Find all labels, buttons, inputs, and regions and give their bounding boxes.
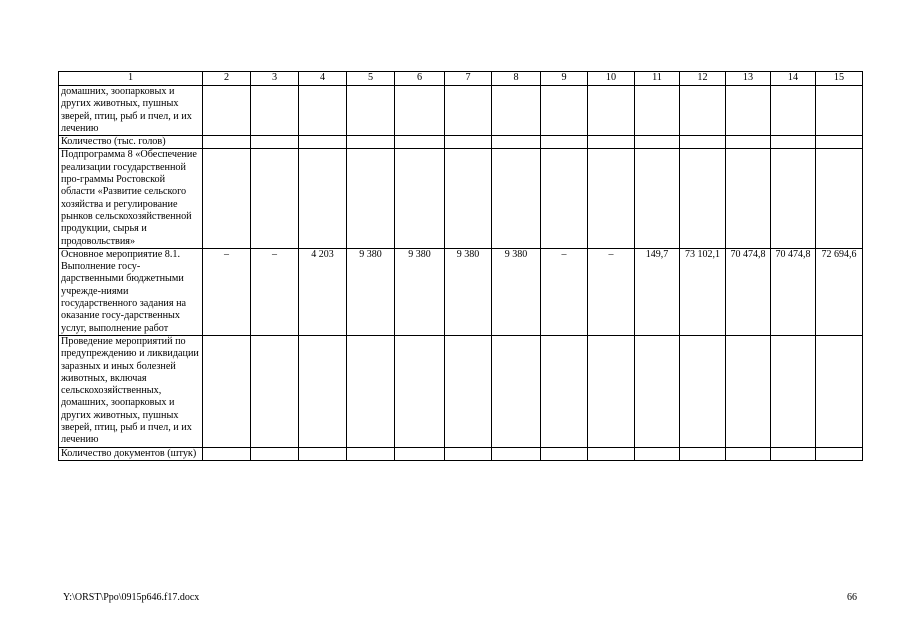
value-cell <box>203 447 251 460</box>
table-row <box>59 335 863 447</box>
header-cell: 3 <box>251 72 299 86</box>
value-cell <box>492 149 541 248</box>
value-cell <box>726 149 771 248</box>
value-cell <box>347 149 395 248</box>
value-cell <box>251 149 299 248</box>
value-cell <box>771 149 816 248</box>
value-cell: – <box>588 248 635 335</box>
row-label-cell: Подпрограмма 8 «Обеспечение реализации государственной про-граммы Ростовской области «Развитие сельского хозяйства и регулирование рынков сельскохозяйственной продукции, сырья и продовольствия» <box>59 149 203 248</box>
value-cell <box>726 335 771 447</box>
table-row <box>59 86 863 136</box>
header-cell: 5 <box>347 72 395 86</box>
value-cell <box>541 149 588 248</box>
row-label-cell: домашних, зоопарковых и других животных, пушных зверей, птиц, рыб и пчел, и их лечению <box>59 86 203 136</box>
value-cell <box>251 335 299 447</box>
value-cell <box>347 335 395 447</box>
value-cell <box>203 136 251 149</box>
table-body <box>59 86 863 461</box>
value-cell <box>299 149 347 248</box>
value-cell <box>541 86 588 136</box>
value-cell <box>771 86 816 136</box>
table-row <box>59 248 863 335</box>
header-cell: 9 <box>541 72 588 86</box>
page-number: 66 <box>847 592 857 603</box>
value-cell <box>347 86 395 136</box>
header-cell: 14 <box>771 72 816 86</box>
value-cell <box>816 86 863 136</box>
header-cell: 1 <box>59 72 203 86</box>
value-cell <box>347 447 395 460</box>
data-table <box>58 71 863 461</box>
value-cell <box>588 136 635 149</box>
value-cell <box>251 86 299 136</box>
header-cell: 6 <box>395 72 445 86</box>
value-cell <box>588 447 635 460</box>
value-cell <box>588 335 635 447</box>
value-cell: 9 380 <box>347 248 395 335</box>
value-cell <box>445 149 492 248</box>
value-cell <box>445 447 492 460</box>
value-cell <box>395 86 445 136</box>
value-cell <box>395 136 445 149</box>
value-cell <box>680 149 726 248</box>
table-row <box>59 447 863 460</box>
value-cell: 70 474,8 <box>771 248 816 335</box>
value-cell <box>588 86 635 136</box>
value-cell <box>726 86 771 136</box>
value-cell: 9 380 <box>445 248 492 335</box>
value-cell <box>395 149 445 248</box>
value-cell <box>492 447 541 460</box>
value-cell <box>299 447 347 460</box>
value-cell: 70 474,8 <box>726 248 771 335</box>
row-label-cell: Количество документов (штук) <box>59 447 203 460</box>
value-cell: 72 694,6 <box>816 248 863 335</box>
header-cell: 13 <box>726 72 771 86</box>
value-cell <box>588 149 635 248</box>
value-cell <box>251 136 299 149</box>
value-cell: 9 380 <box>492 248 541 335</box>
value-cell <box>816 447 863 460</box>
value-cell <box>445 136 492 149</box>
header-cell: 11 <box>635 72 680 86</box>
header-cell: 15 <box>816 72 863 86</box>
header-row <box>59 72 863 86</box>
value-cell: 149,7 <box>635 248 680 335</box>
value-cell <box>492 335 541 447</box>
value-cell <box>726 136 771 149</box>
table-row <box>59 136 863 149</box>
value-cell: – <box>251 248 299 335</box>
value-cell <box>635 86 680 136</box>
value-cell <box>541 136 588 149</box>
value-cell: – <box>203 248 251 335</box>
value-cell <box>680 447 726 460</box>
header-cell: 4 <box>299 72 347 86</box>
value-cell <box>299 335 347 447</box>
header-cell: 2 <box>203 72 251 86</box>
value-cell <box>680 136 726 149</box>
value-cell <box>726 447 771 460</box>
value-cell: 73 102,1 <box>680 248 726 335</box>
value-cell <box>816 136 863 149</box>
value-cell <box>771 447 816 460</box>
header-cell: 10 <box>588 72 635 86</box>
value-cell <box>816 149 863 248</box>
value-cell <box>203 86 251 136</box>
value-cell <box>299 86 347 136</box>
value-cell <box>635 447 680 460</box>
value-cell <box>816 335 863 447</box>
value-cell <box>635 149 680 248</box>
value-cell <box>492 136 541 149</box>
value-cell <box>492 86 541 136</box>
row-label-cell: Основное мероприятие 8.1. Выполнение госу-дарственными бюджетными учрежде-ниями государственного задания на оказание госу-дарственных услуг, выполнение работ <box>59 248 203 335</box>
value-cell <box>771 335 816 447</box>
value-cell <box>635 335 680 447</box>
value-cell <box>251 447 299 460</box>
value-cell <box>299 136 347 149</box>
value-cell <box>541 335 588 447</box>
value-cell <box>395 447 445 460</box>
row-label-cell: Проведение мероприятий по предупреждению и ликвидации заразных и иных болезней животных, включая сельскохозяйственных, домашних, зоопарковых и других животных, пушных зверей, птиц, рыб и пчел, и их лечению <box>59 335 203 447</box>
value-cell <box>635 136 680 149</box>
value-cell <box>395 335 445 447</box>
value-cell <box>771 136 816 149</box>
value-cell <box>445 335 492 447</box>
value-cell <box>203 149 251 248</box>
header-cell: 8 <box>492 72 541 86</box>
value-cell <box>541 447 588 460</box>
value-cell: – <box>541 248 588 335</box>
value-cell <box>203 335 251 447</box>
value-cell: 4 203 <box>299 248 347 335</box>
value-cell <box>680 86 726 136</box>
table-row <box>59 149 863 248</box>
value-cell <box>445 86 492 136</box>
header-cell: 7 <box>445 72 492 86</box>
row-label-cell: Количество (тыс. голов) <box>59 136 203 149</box>
value-cell <box>347 136 395 149</box>
footer-file-path: Y:\ORST\Ppo\0915p646.f17.docx <box>63 592 200 603</box>
value-cell: 9 380 <box>395 248 445 335</box>
header-cell: 12 <box>680 72 726 86</box>
value-cell <box>680 335 726 447</box>
